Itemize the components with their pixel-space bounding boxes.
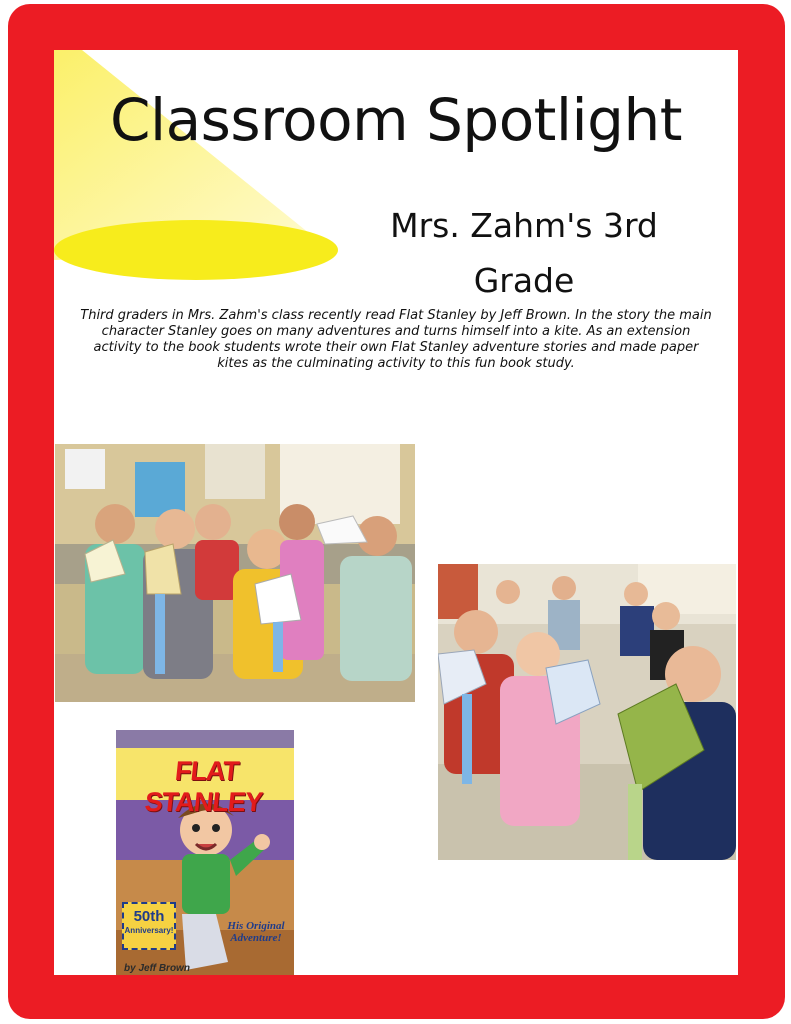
- badge-number: 50th: [133, 908, 165, 925]
- anniversary-badge: [122, 902, 176, 950]
- page-title: Classroom Spotlight: [110, 86, 682, 154]
- flyer-page: [54, 50, 738, 975]
- description-paragraph: Third graders in Mrs. Zahm's class recently read Flat Stanley by Jeff Brown. In the story the main character Stanley goes on many adventures and turns himself into a kite. As an extension activity to the book students wrote their own Flat Stanley adventure stories and made paper kites as the culminating activity to this fun book study.: [80, 308, 712, 371]
- book-title: FLAT STANLEY: [143, 756, 264, 817]
- badge-label: Anniversary!: [124, 926, 174, 935]
- book-author: by Jeff Brown: [124, 963, 190, 974]
- class-subtitle: [354, 198, 694, 308]
- book-tagline: His Original Adventure!: [227, 920, 285, 944]
- subtitle-line-1: Mrs. Zahm's 3rd: [390, 206, 658, 245]
- book-cover-image: [116, 730, 294, 975]
- classroom-photo-2: [438, 564, 736, 860]
- subtitle-line-2: Grade: [473, 261, 575, 300]
- classroom-photo-1: [55, 444, 415, 702]
